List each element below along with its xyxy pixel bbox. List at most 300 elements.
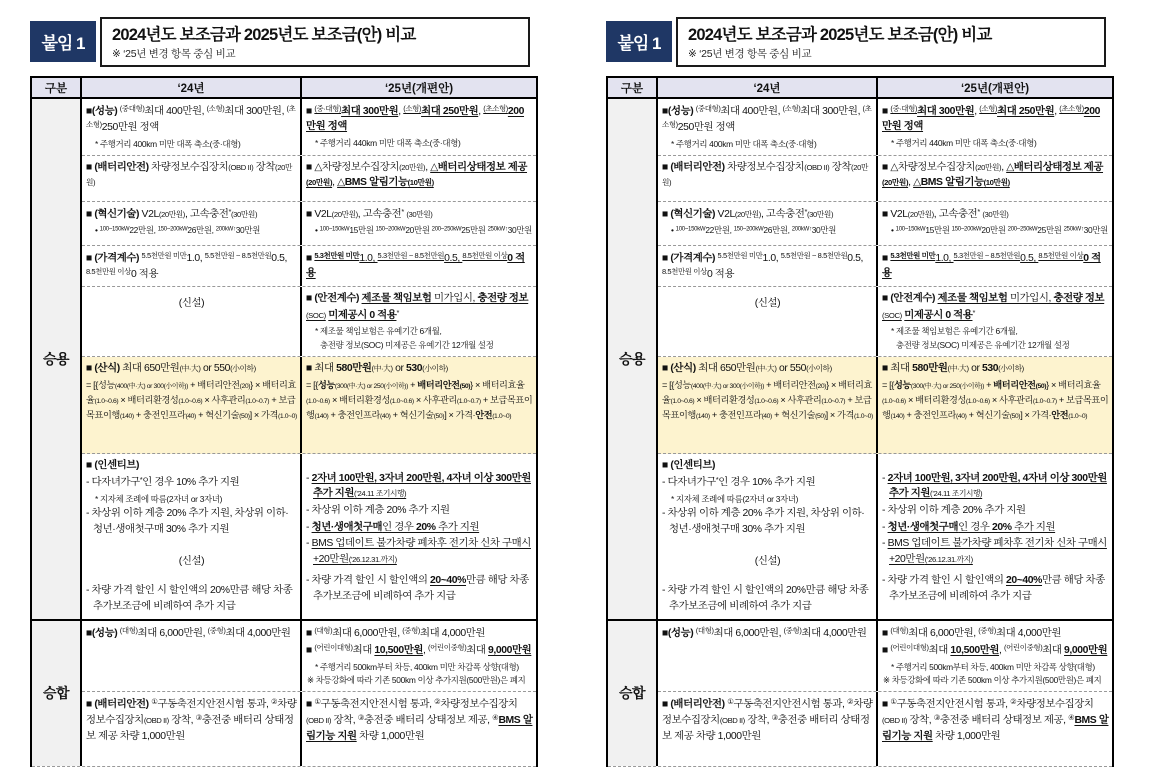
text-line (86, 625, 297, 641)
text-segment: ② (846, 696, 854, 706)
text-segment: (안전계수) (314, 293, 360, 305)
text-segment: 30만원 (507, 224, 532, 235)
row-label-passenger: 승용 (608, 99, 658, 619)
text-segment: 인 경우 (958, 521, 992, 533)
text-segment: (140) (119, 413, 134, 421)
text-line (306, 573, 533, 604)
text-segment: ③ (195, 713, 202, 723)
text-segment: V2L (715, 208, 735, 220)
text-segment: 20% (415, 521, 436, 533)
text-segment: 안전 (475, 410, 493, 421)
table-cell-c24 (82, 246, 302, 287)
text-segment: 0.5, (1020, 252, 1039, 264)
table-cell-c24 (658, 357, 878, 453)
text-segment: (소형) (206, 104, 225, 113)
text-segment: 구동축전지안전시험 통과, (157, 698, 271, 710)
table-cell-c25 (302, 99, 536, 155)
text-segment: ] × 가격 (249, 410, 278, 421)
text-segment: (소형) (403, 104, 422, 113)
text-segment: × 배터리환경성 (905, 395, 966, 406)
text-line (86, 554, 297, 570)
table-cell-c24 (658, 454, 878, 619)
text-segment: (10만원) (407, 178, 434, 188)
text-segment: 250만원 정액 (677, 122, 735, 134)
text-segment: 충전량 정보(SOC) 미제공은 유예기간 12개월 설정 (896, 340, 1070, 351)
text-line (882, 674, 1109, 687)
text-segment: 최대 4,000만원 (801, 627, 867, 639)
text-segment: (140) (695, 413, 710, 421)
text-line (662, 583, 873, 614)
text-segment: 구동축전지안전시험 통과, (733, 698, 847, 710)
text-segment: 0 적용 (130, 268, 159, 280)
text-segment: (’24.11 조기시행) (930, 489, 983, 499)
text-line (306, 661, 533, 674)
table-cell-c24 (658, 287, 878, 355)
text-segment: 200kW↑ (215, 226, 236, 233)
text-segment: * 지자체 조례에 따름(2자녀 or 3자녀) (95, 493, 223, 504)
page-title: 2024년도 보조금과 2025년도 보조금(안) 비교 (688, 26, 992, 44)
text-segment: 최대 6,000만원, (713, 627, 784, 639)
text-segment: BMS 알림기능 지원 (882, 715, 1109, 742)
text-line (662, 506, 873, 537)
text-segment: 최대 300만원 (917, 105, 975, 117)
table-cell-c25 (302, 454, 536, 619)
text-segment: 5.5천만원 미만 (717, 250, 763, 260)
text-segment: 2자녀 100만원, 3자녀 200만원, 4자녀 이상 300만원 추가 지원 (311, 472, 531, 500)
text-segment: (어린이중형) (428, 643, 467, 653)
text-segment: - (882, 472, 888, 484)
text-line (882, 625, 1109, 641)
text-segment: = [{성능 (86, 380, 115, 391)
text-segment: + 배터리안전 (187, 380, 240, 391)
text-segment: (안전계수) (890, 293, 936, 305)
text-segment: } × 배터리효율 (470, 380, 525, 391)
text-segment: ■ (662, 161, 671, 173)
text-line (662, 493, 873, 506)
text-segment: (1.0~0.6) (178, 398, 203, 406)
text-segment: (20) (239, 383, 251, 391)
text-line (306, 642, 533, 658)
text-segment: 1.0, (762, 252, 781, 264)
text-segment: * 지자체 조례에 따름(2자녀 or 3자녀) (671, 493, 799, 504)
text-segment: 100~150kW (895, 226, 926, 233)
table-cell-c24 (82, 287, 302, 355)
text-segment: ■ (882, 645, 891, 656)
text-segment: (50) (459, 383, 471, 391)
comparison-table (606, 76, 1114, 767)
text-segment: ] × 가격 (825, 410, 854, 421)
table-subrow (82, 621, 536, 692)
text-segment: + 충전인프라 (709, 410, 762, 421)
text-segment: (SOC) (306, 310, 326, 320)
text-line (882, 325, 1109, 338)
text-segment: (20만원) (662, 162, 868, 188)
text-segment: ■ 최대 (882, 362, 913, 374)
text-segment: 차량정보수집장치 (724, 161, 805, 173)
text-segment: 장착 (829, 161, 852, 173)
text-line (882, 137, 1109, 150)
text-line (662, 625, 873, 641)
text-segment: (’26.12.31.까지) (348, 554, 397, 564)
text-segment: ■ (86, 252, 95, 264)
text-segment: ■ (882, 293, 891, 305)
table-cell-c24 (82, 156, 302, 201)
table-cell-c24 (82, 692, 302, 766)
text-segment: (신설) (178, 555, 205, 567)
text-segment: 충전중 배터리 상태정보 제공 차량 1,000만원 (662, 715, 870, 742)
text-segment: △차량정보수집장치 (890, 161, 976, 173)
text-segment: 5.3천만원 ~ 8.5천만원 (953, 250, 1021, 260)
text-segment: 청년·생애첫구매 (887, 521, 959, 533)
page-subtitle: ※ ‘25년 변경 항목 중심 비교 (112, 48, 236, 60)
table-subrow (658, 99, 1112, 156)
text-segment: 20~40% (430, 575, 467, 587)
table-cell-c25 (302, 621, 536, 691)
text-segment: ■ V2L (306, 208, 332, 220)
text-segment: ■ (662, 627, 668, 639)
text-segment: 최대 250만원 (997, 105, 1055, 117)
text-segment: (30만원) (807, 209, 834, 219)
text-segment: 0.5, (444, 252, 463, 264)
table-subrow (82, 99, 536, 156)
text-line (86, 493, 297, 506)
page-subtitle: ※ ‘25년 변경 항목 중심 비교 (688, 48, 812, 60)
text-segment: 20% (991, 521, 1012, 533)
text-segment: 0 적용 (706, 268, 735, 280)
text-segment: (산식) (670, 362, 696, 374)
text-segment: • (95, 224, 100, 235)
text-segment: (가격계수) (94, 252, 140, 264)
text-segment: (20만원) (734, 209, 761, 219)
table-cell-c25 (878, 621, 1112, 691)
text-line (662, 103, 873, 136)
text-segment: 22만원, (129, 224, 158, 235)
text-segment: 구동축전지안전시험 통과, (320, 698, 435, 710)
text-segment: 30만원 (1083, 224, 1108, 235)
text-segment: (300(中·大) or 250(小이하)) (910, 383, 984, 391)
text-segment: + 충전인프라 (328, 410, 381, 421)
text-segment: + 혁신기술 (966, 410, 1010, 421)
text-segment: * 주행거리 500km부터 차등, 400km 미만 차감폭 상향(대형) (315, 661, 519, 672)
text-segment: 150~200kW (375, 226, 406, 233)
text-segment: (가격계수) (670, 252, 716, 264)
table-cell-c25 (878, 692, 1112, 766)
table-section-van (32, 621, 536, 767)
text-line (662, 250, 873, 283)
text-segment: * (715, 475, 719, 485)
text-segment: 26만원, (763, 224, 792, 235)
text-segment: - (882, 521, 888, 533)
text-segment: * (401, 206, 404, 216)
text-segment: (’24.11 조기시행) (354, 489, 407, 499)
text-segment: (배터리안전) (94, 698, 149, 710)
text-segment: (OBD II) (882, 716, 907, 726)
text-segment: (배터리안전) (94, 161, 149, 173)
text-segment: 15만원 (349, 224, 376, 235)
text-segment: (’26.12.31.까지) (924, 554, 973, 564)
text-line (306, 291, 533, 323)
text-segment: 충전중 배터리 상태정보 제공 차량 1,000만원 (86, 715, 294, 742)
text-segment: △차량정보수집장치 (314, 161, 400, 173)
text-segment: + 보급목표이행 (882, 395, 1109, 421)
text-segment: 10,500만원 (950, 645, 1000, 656)
text-segment: ■ (882, 252, 891, 264)
text-segment: - 다자녀가구 (662, 477, 716, 489)
text-segment: (50) (815, 413, 826, 421)
text-segment: (1.0~0.7) (245, 398, 270, 406)
text-line (882, 160, 1109, 191)
text-line (86, 224, 297, 237)
table-cell-c25 (302, 287, 536, 355)
text-segment: (中·大) (371, 363, 393, 373)
text-line (86, 458, 297, 474)
text-segment: (대형) (695, 625, 714, 635)
text-segment: ① (890, 696, 897, 706)
text-segment: (성능) (667, 627, 694, 639)
text-segment: - 차상위 이하 계층 20% 추가 지원 (882, 504, 1026, 516)
text-segment: (인센티브) (670, 459, 716, 471)
text-segment: 0.5, (271, 252, 288, 264)
text-segment: 30만원 (235, 224, 260, 235)
text-line (306, 520, 533, 536)
title-box (100, 17, 530, 67)
text-segment: (30만원) (406, 209, 433, 219)
text-segment: + 충전인프라 (133, 410, 186, 421)
text-segment: (40) (761, 413, 772, 421)
text-segment: + 보급목표이행 (86, 395, 296, 421)
text-line (662, 696, 873, 745)
table-header-row (608, 78, 1112, 99)
text-line (882, 471, 1109, 502)
text-line (882, 206, 1109, 222)
text-segment: (OBD II) (143, 716, 169, 726)
table-cell-c24 (658, 246, 878, 287)
text-segment: × 배터리환경성 (329, 395, 390, 406)
text-segment: ] × 가격· (444, 410, 476, 421)
text-segment: (50) (1035, 383, 1047, 391)
table-subrow (82, 156, 536, 202)
text-segment: (20만원) (331, 209, 358, 219)
text-segment: 만큼 해당 차종 추가보조금에 비례하여 추가 지급 (889, 575, 1105, 602)
text-segment: (성능) (91, 105, 118, 117)
text-segment: ■ (662, 105, 668, 117)
text-segment: 차량정보수집장치 (86, 698, 297, 727)
text-segment: • (671, 224, 676, 235)
text-segment: , (1001, 161, 1007, 173)
text-segment: 최대 300만원, (800, 105, 863, 117)
text-segment: 9,000만원 (488, 645, 532, 656)
text-segment: (20만원) (882, 178, 909, 188)
table-section-passenger (608, 99, 1112, 621)
table-subrow (82, 202, 536, 246)
text-segment: (小이하) (422, 363, 448, 373)
text-line (662, 160, 873, 191)
text-segment: * 주행거리 440km 미만 대폭 축소(중·대형) (315, 138, 461, 149)
text-segment: , (398, 105, 404, 117)
text-segment: 충전량 정보 (477, 293, 529, 305)
text-segment: ■ 최대 (306, 362, 337, 374)
text-segment: (초소형) (1059, 104, 1084, 113)
text-line (86, 378, 297, 423)
text-segment: 최대 6,000만원, (908, 627, 979, 639)
text-line (882, 103, 1109, 135)
text-segment: 25만원 (461, 224, 488, 235)
text-segment: 0 적용 (882, 252, 1101, 279)
text-segment: 장착, (907, 715, 934, 727)
text-line (306, 103, 533, 135)
text-segment: (초소형) (483, 104, 508, 113)
table-section-passenger (32, 99, 536, 621)
text-segment: 0 적용 (306, 252, 525, 279)
table-cell-c25 (878, 202, 1112, 245)
text-line (882, 573, 1109, 604)
text-segment: (OBD II) (804, 162, 830, 172)
text-segment: △BMS 알림기능 (337, 177, 408, 189)
text-segment: ■ (86, 161, 95, 173)
text-segment: 최대 650만원 (695, 362, 756, 374)
text-segment: (50) (239, 413, 250, 421)
table-subrow (82, 692, 536, 766)
text-segment: , (332, 177, 338, 189)
text-segment: 배터리안전 (993, 380, 1036, 391)
text-segment: * 주행거리 440km 미만 대폭 축소(중·대형) (891, 138, 1037, 149)
table-subrow (82, 246, 536, 288)
section-rows-passenger (658, 99, 1112, 619)
text-line (662, 138, 873, 151)
table-subrow (658, 692, 1112, 766)
text-segment: - 차상위 이하 계층 20% 추가 지원, 차상위 이하·청년·생애첫구매 30% 추가 지원 (662, 508, 865, 535)
text-segment: (50) (1009, 413, 1021, 421)
text-segment: 차량정보수집장치 (440, 698, 518, 710)
text-segment: 최대 250만원 (421, 105, 479, 117)
text-segment: ■ (86, 208, 95, 220)
text-segment: - (306, 472, 312, 484)
text-segment: × 사후관리 (778, 395, 822, 406)
text-segment: (1.0~0.6) (882, 398, 906, 406)
text-segment: - (306, 538, 312, 550)
text-segment: - 다자녀가구 (86, 477, 140, 489)
text-segment: ■ (662, 698, 671, 710)
text-segment: 제조물 책임보험 (361, 293, 432, 305)
text-segment: 미제공시 0 적용 (904, 309, 973, 321)
text-segment: (중대형) (695, 104, 721, 113)
text-line (86, 138, 297, 151)
text-segment: - 차량 가격 할인 시 할인액의 20%만큼 해당 차종 추가보조금에 비례하여 추가 지급 (86, 585, 293, 612)
text-line (86, 583, 297, 614)
text-segment: * 제조물 책임보험은 유예기간 6개월, (315, 326, 442, 337)
table-cell-c24 (658, 99, 878, 155)
text-segment: 충전량 정보(SOC) 미제공은 유예기간 12개월 설정 (320, 340, 494, 351)
text-line (86, 696, 297, 745)
text-segment: * 주행거리 400km 미만 대폭 축소(중·대형) (95, 138, 241, 149)
text-segment: 10,500만원 (374, 645, 424, 656)
text-line (662, 296, 873, 312)
text-segment: ■ (662, 362, 671, 374)
text-segment: (중형) (783, 625, 802, 635)
text-segment: ■ (86, 698, 95, 710)
text-segment: 추가 지원 (435, 521, 480, 533)
text-segment: (20) (815, 383, 827, 391)
text-segment: 5.3천만원 미만 (314, 250, 360, 260)
text-line (662, 361, 873, 377)
text-segment: ■ (306, 698, 315, 710)
text-segment: + (983, 380, 994, 391)
text-segment: 20~40% (1006, 575, 1043, 587)
text-segment: or (392, 362, 407, 374)
text-segment: 최대 6,000만원, (332, 627, 403, 639)
text-segment: × 사후관리 (989, 395, 1033, 406)
text-segment: (小이하) (998, 363, 1024, 373)
text-segment: or (968, 362, 983, 374)
text-segment: ※ 차등강화에 따라 기존 500km 이상 추가지원(500만원)은 폐지 (883, 675, 1102, 686)
text-segment: * (977, 206, 980, 216)
text-segment: (1.0~0.6) (94, 398, 119, 406)
text-segment: * (804, 206, 807, 216)
text-segment: ② (1010, 696, 1017, 706)
text-segment: (1.0~0) (1068, 413, 1088, 421)
text-segment: ■ (306, 252, 315, 264)
text-segment: (중·대형) (314, 104, 342, 113)
text-segment: } × 배터리효율 (86, 380, 296, 406)
text-segment: (50) (433, 413, 445, 421)
text-segment: 100~150kW (319, 226, 350, 233)
text-line (882, 661, 1109, 674)
text-segment: 1.0, (186, 252, 205, 264)
text-segment: (혁신기술) (94, 208, 140, 220)
table-subrow (658, 621, 1112, 692)
table-header-row (32, 78, 536, 99)
text-segment: (성능) (667, 105, 694, 117)
attachment-badge (30, 21, 96, 62)
text-segment: 충전중 배터리 상태정보 제공, (940, 715, 1069, 727)
text-segment: (1.0~0) (492, 413, 512, 421)
table-subrow (82, 454, 536, 619)
text-segment: (30만원) (982, 209, 1009, 219)
text-segment: × 배터리환경성 (118, 395, 179, 406)
table-subrow (82, 287, 536, 356)
text-line (86, 361, 297, 377)
text-line (306, 625, 533, 641)
section-rows-passenger (82, 99, 536, 619)
table-cell-c25 (878, 357, 1112, 453)
text-segment: 200만원 정액 (306, 105, 525, 133)
text-line (306, 325, 533, 338)
text-segment: ■ (86, 362, 95, 374)
text-segment: 인 경우 10% 추가 지원 (142, 477, 240, 489)
text-segment: 5.3천만원 ~ 8.5천만원 (377, 250, 445, 260)
text-line (86, 160, 297, 191)
text-segment: 안전 (1051, 410, 1069, 421)
text-segment: (1.0~0.7) (1032, 398, 1057, 406)
text-segment: 530 (406, 362, 423, 374)
text-segment: (400(中·大) or 300(小이하)) (690, 383, 764, 391)
text-segment: (신설) (754, 555, 781, 567)
text-line (882, 536, 1109, 567)
text-segment: ■ (306, 293, 315, 305)
text-segment: ■ (882, 698, 891, 710)
text-segment: (小이하) (806, 363, 832, 373)
text-segment: * (972, 308, 975, 318)
text-line (86, 250, 297, 283)
table-cell-c25 (878, 287, 1112, 355)
text-segment: ■ V2L (882, 208, 908, 220)
text-segment: (1.0~0.7) (821, 398, 846, 406)
text-line (662, 206, 873, 222)
text-segment: ■ (306, 645, 315, 656)
text-segment: 200만원 정액 (882, 105, 1101, 133)
text-line (86, 474, 297, 490)
table-cell-c24 (82, 454, 302, 619)
